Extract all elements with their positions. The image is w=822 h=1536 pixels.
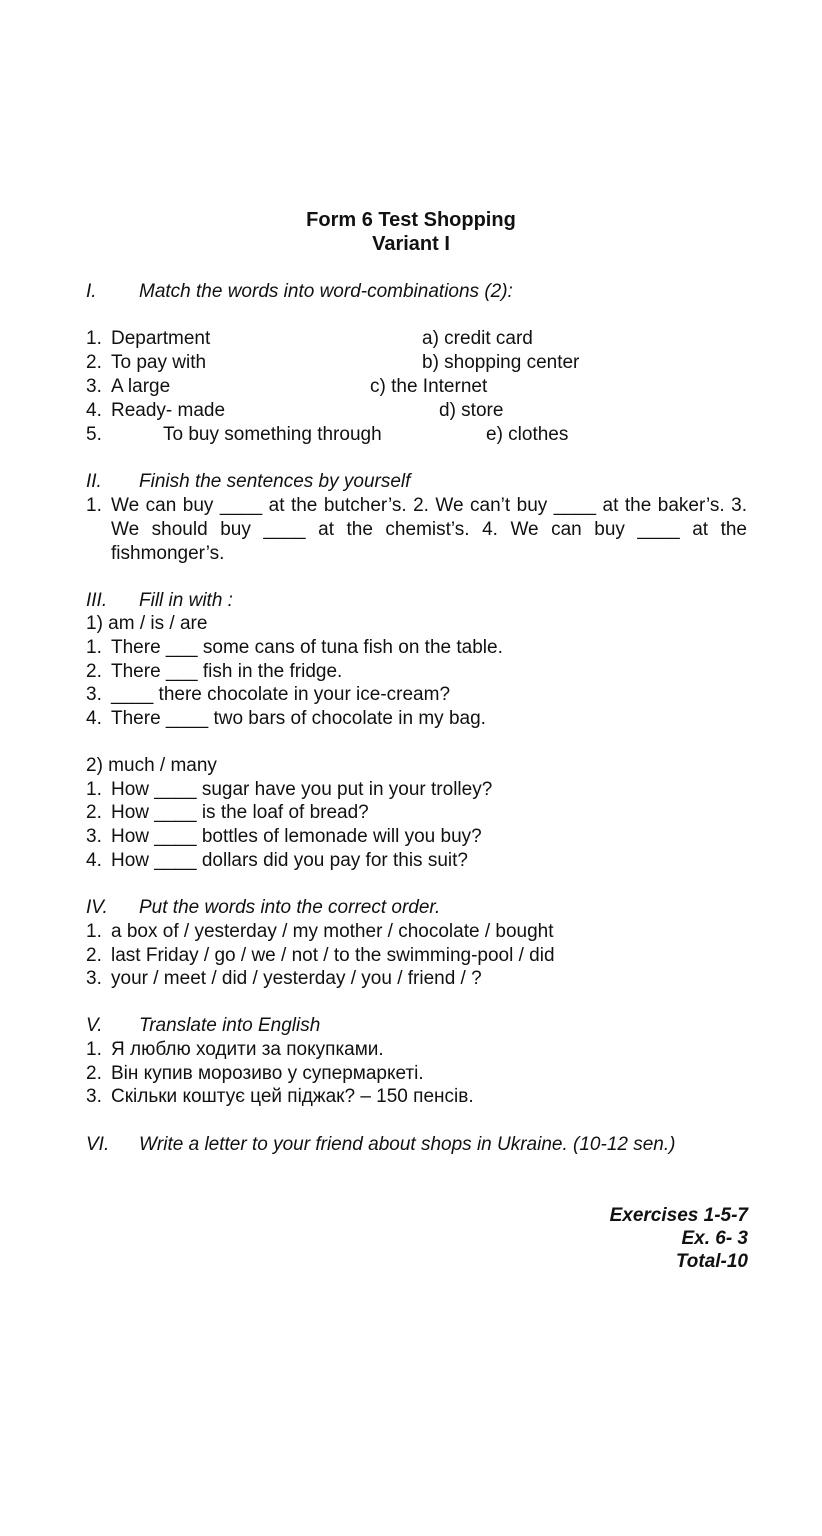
section-3-number: III. [86, 590, 108, 611]
section-1-number: I. [86, 281, 97, 302]
match-right-item: c) the Internet [370, 376, 488, 397]
list-item-number: 1. [86, 921, 102, 942]
section-2-number: II. [86, 471, 102, 492]
list-item-number: 3. [86, 826, 102, 847]
list-item-number: 1. [86, 637, 102, 658]
list-item-number: 1. [86, 1039, 102, 1060]
match-right-item: d) store [439, 400, 504, 421]
section-2-paragraph: We can buy ____ at the butcher’s. 2. We can’t buy ____ at the baker’s. 3. We should buy ____ at the chemist’s. 4. We can buy ____ at the fishmonger’s. [111, 495, 747, 564]
match-left-item: A large [111, 376, 171, 397]
match-left-item: Department [111, 328, 211, 349]
list-item-number: 3. [86, 1086, 102, 1107]
list-item: Він купив морозиво у супермаркеті. [111, 1063, 424, 1084]
list-item-number: 1. [86, 328, 102, 349]
variant-title: Variant I [372, 233, 450, 255]
list-item-number: 2. [86, 802, 102, 823]
list-item: How ____ sugar have you put in your trolley? [111, 779, 493, 800]
list-item-number: 1. [86, 495, 102, 516]
list-item-number: 2. [86, 661, 102, 682]
list-item-number: 3. [86, 376, 102, 397]
list-item-number: 1. [86, 779, 102, 800]
section-2-heading: Finish the sentences by yourself [139, 471, 411, 492]
section-4-heading: Put the words into the correct order. [139, 897, 441, 918]
section-5-number: V. [86, 1015, 103, 1036]
section-4-number: IV. [86, 897, 108, 918]
list-item-number: 4. [86, 708, 102, 729]
list-item: ____ there chocolate in your ice-cream? [111, 684, 451, 705]
section-5-heading: Translate into English [139, 1015, 321, 1036]
match-left-item: To buy something through [163, 424, 382, 445]
part-1-label: 1) am / is / are [86, 613, 208, 634]
scoring-line-ex6: Ex. 6- 3 [681, 1228, 748, 1249]
match-right-item: a) credit card [422, 328, 533, 349]
list-item: How ____ dollars did you pay for this suit? [111, 850, 468, 871]
list-item-number: 3. [86, 684, 102, 705]
scoring-line-total: Total-10 [675, 1251, 748, 1272]
section-6-number: VI. [86, 1134, 110, 1155]
list-item: There ____ two bars of chocolate in my bag. [111, 708, 486, 729]
list-item-number: 2. [86, 945, 102, 966]
section-1-heading: Match the words into word-combinations (2): [139, 281, 513, 302]
section-3-heading: Fill in with : [139, 590, 233, 611]
list-item: your / meet / did / yesterday / you / friend / ? [111, 968, 482, 989]
list-item-number: 2. [86, 352, 102, 373]
list-item-number: 5. [86, 424, 102, 445]
section-6-heading: Write a letter to your friend about shops in Ukraine. (10-12 sen.) [139, 1134, 676, 1155]
list-item: Я люблю ходити за покупками. [111, 1039, 384, 1060]
match-left-item: To pay with [111, 352, 207, 373]
list-item: How ____ is the loaf of bread? [111, 802, 369, 823]
page-title: Form 6 Test Shopping [306, 209, 516, 231]
part-2-label: 2) much / many [86, 755, 217, 776]
list-item: There ___ some cans of tuna fish on the table. [111, 637, 503, 658]
list-item-number: 3. [86, 968, 102, 989]
list-item: last Friday / go / we / not / to the swimming-pool / did [111, 945, 555, 966]
list-item-number: 4. [86, 850, 102, 871]
match-right-item: e) clothes [486, 424, 569, 445]
scoring-line-exercises: Exercises 1-5-7 [609, 1205, 748, 1226]
list-item-number: 2. [86, 1063, 102, 1084]
list-item: There ___ fish in the fridge. [111, 661, 343, 682]
list-item: How ____ bottles of lemonade will you buy? [111, 826, 482, 847]
list-item: Скільки коштує цей піджак? – 150 пенсів. [111, 1086, 474, 1107]
match-right-item: b) shopping center [422, 352, 580, 373]
match-left-item: Ready- made [111, 400, 226, 421]
list-item-number: 4. [86, 400, 102, 421]
list-item: a box of / yesterday / my mother / chocolate / bought [111, 921, 554, 942]
